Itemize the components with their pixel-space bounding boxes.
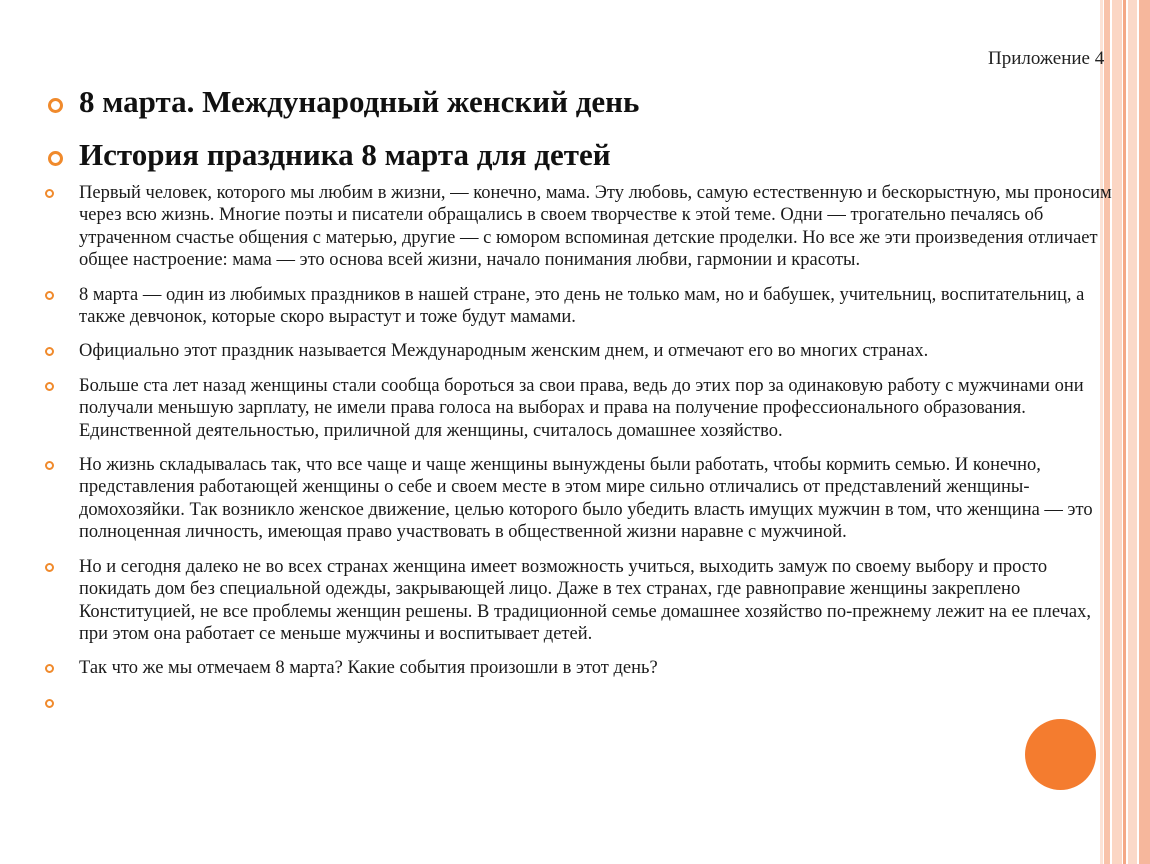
paragraph-text: Больше ста лет назад женщины стали сообща бороться за свои права, ведь до этих пор за одинаковую работу с мужчинами они получали меньшую зарплату, не имели права голоса на выборах и права на получение профессионального образования. Единственной деятельностью, приличной для женщины, считалось домашнее хозяйство. — [79, 375, 1084, 441]
list-item — [44, 182, 1119, 272]
slide-title-text: 8 марта. Международный женский день — [79, 84, 640, 119]
list-item — [44, 556, 1119, 646]
bullet-icon — [45, 347, 54, 356]
list-item — [44, 340, 1119, 362]
list-item-empty — [44, 692, 1119, 714]
list-item — [44, 657, 1119, 679]
paragraph-text: Но жизнь складывалась так, что все чаще и чаще женщины вынуждены были работать, чтобы кормить семью. И конечно, представления работающей женщины о себе и своем месте в этом мире сильно отличались от представлений женщины-домохозяйки. Так возникло женское движение, целью которого было убедить власть имущих мужчин в том, что женщина — это полноценная личность, имеющая право участвовать в общественной жизни наравне с мужчиной. — [79, 455, 1093, 543]
paragraph-text: 8 марта — один из любимых праздников в нашей стране, это день не только мам, но и бабушек, учительниц, воспитательниц, а также девчонок, которые скоро вырастут и тоже будут мамами. — [79, 284, 1085, 328]
decorative-circle — [1025, 719, 1096, 790]
bullet-icon — [45, 461, 54, 470]
list-item — [44, 454, 1119, 544]
bullet-icon — [45, 664, 54, 673]
slide-subtitle-text: История праздника 8 марта для детей — [79, 137, 611, 172]
body-text-list — [44, 182, 1119, 726]
bullet-icon — [45, 291, 54, 300]
bullet-icon — [45, 563, 54, 572]
bullet-icon — [45, 382, 54, 391]
title-bullet-icon — [48, 98, 63, 113]
subtitle-bullet-icon — [48, 151, 63, 166]
list-item — [44, 375, 1119, 442]
bullet-icon — [45, 189, 54, 198]
appendix-label: Приложение 4 — [988, 48, 1105, 69]
list-item — [44, 284, 1119, 329]
paragraph-text: Официально этот праздник называется Международным женским днем, и отмечают его во многих странах. — [79, 341, 929, 362]
paragraph-text: Так что же мы отмечаем 8 марта? Какие события произошли в этот день? — [79, 658, 658, 679]
bullet-icon — [45, 699, 54, 708]
paragraph-text: Первый человек, которого мы любим в жизни, — конечно, мама. Эту любовь, самую естественную и бескорыстную, мы проносим через всю жизнь. Многие поэты и писатели обращались в своем творчестве к этой теме. Одни — трогательно печалясь об утраченном счастье общения с матерью, другие — с юмором вспоминая детские проделки. Но все же эти произведения отличает общее настроение: мама — это основа всей жизни, начало понимания любви, гармонии и красоты. — [79, 183, 1112, 271]
paragraph-text: Но и сегодня далеко не во всех странах женщина имеет возможность учиться, выходить замуж по своему выбору и просто покидать дом без специальной одежды, закрывающей лицо. Даже в тех странах, где равноправие женщины закреплено Конституцией, не все проблемы женщин решены. В традиционной семье домашнее хозяйство по-прежнему лежит на ее плечах, при этом она работает се меньше мужчины и воспитывает детей. — [79, 556, 1091, 644]
